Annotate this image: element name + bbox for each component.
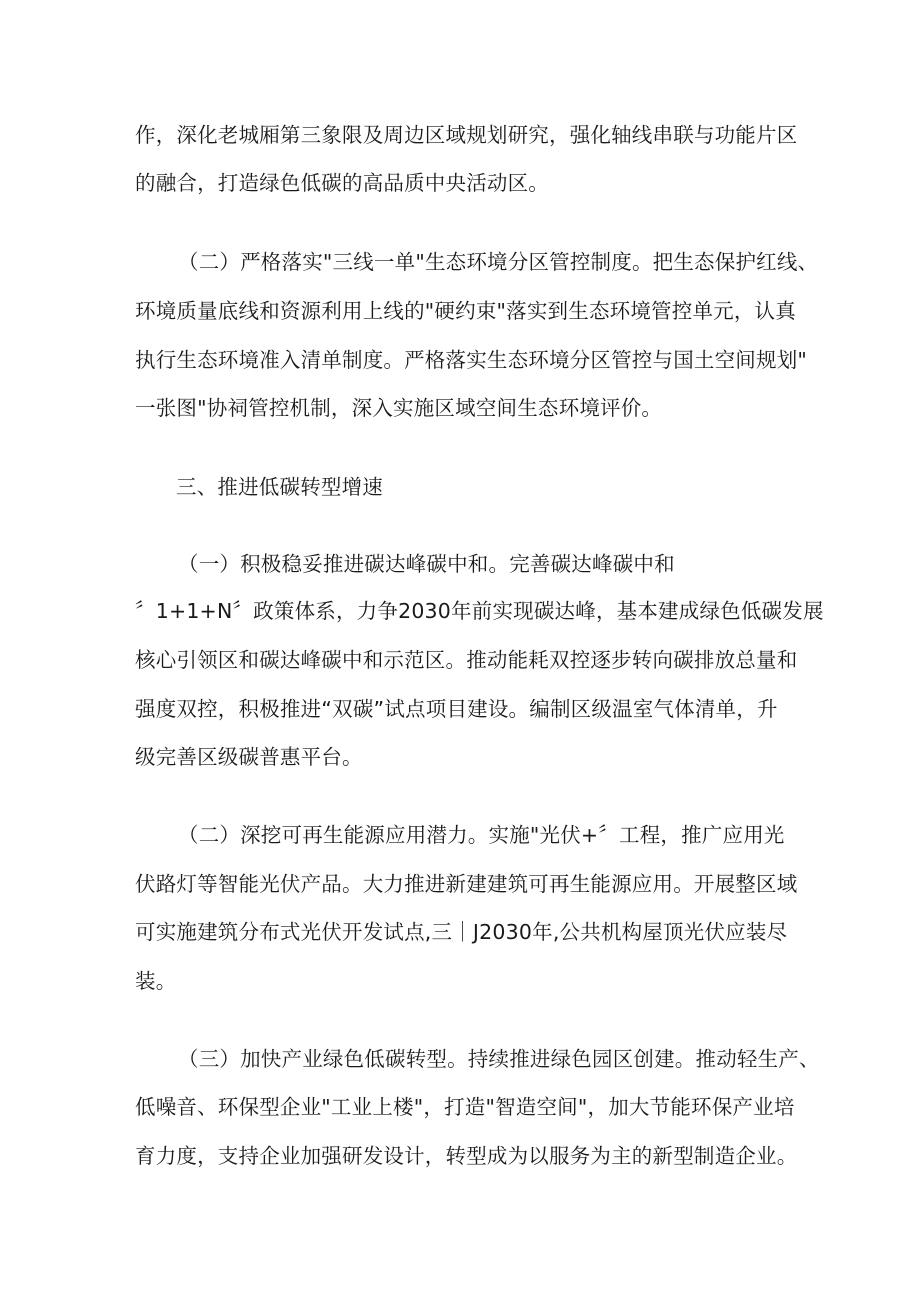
paragraph-line: 级完善区级碳普惠平台。 (135, 745, 363, 769)
paragraph-line: 装。 (135, 969, 177, 993)
paragraph-line: 伏路灯等智能光伏产品。大力推进新建建筑可再生能源应用。开展整区域 (135, 872, 798, 896)
paragraph-first-line: （二）深挖可再生能源应用潜力。实施"光伏+〞工程，推广应用光 (178, 823, 785, 847)
paragraph-first-line: （三）加快产业绿色低碳转型。持续推进绿色园区创建。推动轻生产、 (178, 1047, 820, 1071)
paragraph-line: 核心引领区和碳达峰碳中和示范区。推动能耗双控逐步转向碳排放总量和 (135, 648, 798, 672)
paragraph-line: 可实施建筑分布式光伏开发试点,三｜J2030年,公共机构屋顶光伏应装尽 (135, 920, 788, 944)
paragraph-line: 环境质量底线和资源利用上线的"硬约束"落实到生态环境管控单元，认真 (135, 299, 796, 323)
paragraph-line: 执行生态环境准入清单制度。严格落实生态环境分区管控与国土空间规划" (135, 348, 808, 372)
paragraph-line: 的融合，打造绿色低碳的高品质中央活动区。 (135, 171, 549, 195)
paragraph-first-line: （一）积极稳妥推进碳达峰碳中和。完善碳达峰碳中和 (178, 552, 675, 576)
paragraph-line: 强度双控，积极推进“双碳”试点项目建设。编制区级温室气体清单，升 (135, 697, 778, 721)
paragraph-line: 低噪音、环保型企业"工业上楼"，打造"智造空间"，加大节能环保产业培 (135, 1095, 795, 1119)
paragraph-line: 〞1+1+N〞政策体系，力争2030年前实现碳达峰，基本建成绿色低碳发展 (135, 599, 824, 623)
paragraph-first-line: （二）严格落实"三线一单"生态环境分区管控制度。把生态保护红线、 (178, 250, 819, 274)
paragraph-line: 一张图"协祠管控机制，深入实施区域空间生态环境评价。 (135, 396, 663, 420)
paragraph-line: 育力度，支持企业加强研发设计，转型成为以服务为主的新型制造企业。 (135, 1144, 798, 1168)
section-heading: 三、推进低碳转型增速 (176, 475, 383, 499)
paragraph-line: 作，深化老城厢第三象限及周边区域规划研究，强化轴线串联与功能片区 (135, 123, 798, 147)
